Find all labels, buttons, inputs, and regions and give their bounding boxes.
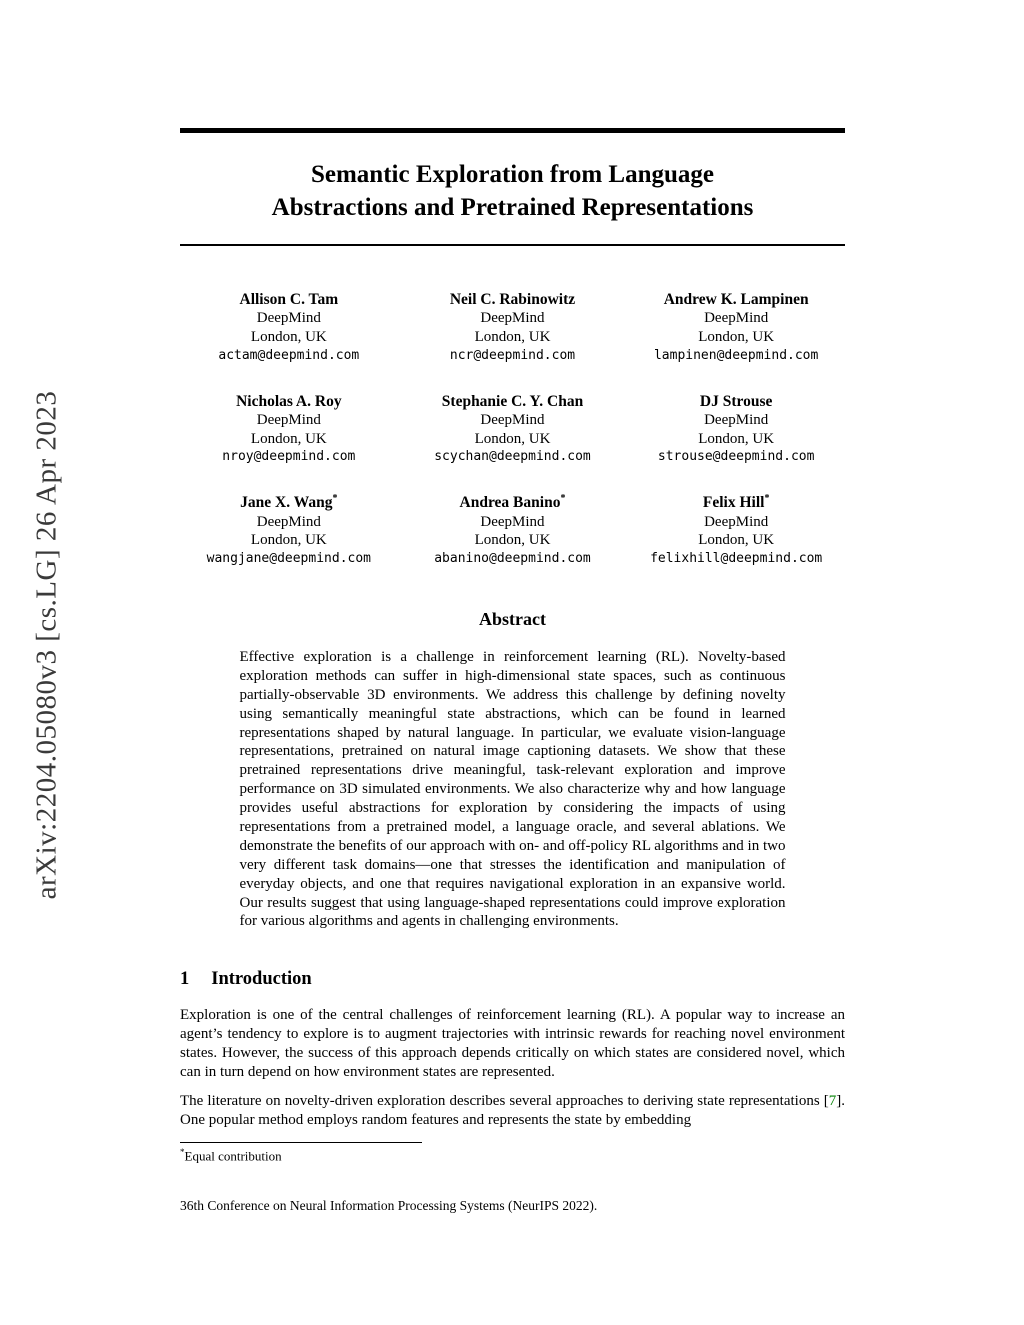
author-marker: * (560, 493, 566, 505)
author-block (180, 493, 398, 567)
author-affiliation: DeepMind (704, 310, 769, 327)
paper-title-line1: Semantic Exploration from Language (310, 161, 714, 188)
author-location: London, UK (698, 430, 775, 447)
author-location: London, UK (474, 532, 551, 549)
section-title: Introduction (211, 969, 312, 990)
author-name-text: Nicholas A. Roy (236, 392, 342, 410)
section-heading-introduction (180, 969, 845, 990)
footnote-rule (180, 1142, 422, 1143)
author-marker: * (332, 493, 338, 505)
author-name (404, 392, 622, 411)
author-block (404, 493, 622, 567)
author-location: London, UK (250, 430, 327, 447)
author-email: wangjane@deepmind.com (206, 550, 372, 566)
author-block (180, 290, 398, 364)
arxiv-watermark: arXiv:2204.05080v3 [cs.LG] 26 Apr 2023 (30, 390, 63, 900)
footnote-marker: * (180, 1146, 185, 1157)
author-block (627, 392, 845, 466)
author-name-text: Felix Hill (702, 494, 765, 512)
author-email: scychan@deepmind.com (434, 449, 591, 465)
intro-paragraph-2-text: ]. One popular method employs random features and represents the state by embedding (180, 1092, 845, 1128)
author-name (180, 290, 398, 309)
author-name-text: DJ Strouse (699, 392, 773, 410)
intro-paragraph-1: Exploration is one of the central challenges of reinforcement learning (RL). A popular way to increase an agent’s tendency to explore is to augment trajectories with intrinsic rewards for reaching novel environment states. However, the success of this approach depends critically on which states are considered novel, which can in turn depend on how environment states are represented. (180, 1007, 845, 1081)
section-number: 1 (180, 969, 190, 990)
author-location: London, UK (474, 328, 551, 345)
author-email: nroy@deepmind.com (222, 449, 356, 465)
author-email: strouse@deepmind.com (657, 449, 815, 465)
footnote-text: Equal contribution (184, 1148, 282, 1164)
author-name (627, 493, 845, 512)
author-name-text: Andrew K. Lampinen (663, 291, 809, 309)
paper-title (180, 159, 845, 224)
intro-paragraph-2 (180, 1092, 845, 1130)
author-location: London, UK (698, 328, 775, 345)
author-affiliation: DeepMind (480, 412, 545, 429)
author-location: London, UK (474, 430, 551, 447)
title-rule-bottom (180, 244, 845, 246)
author-block (404, 392, 622, 466)
author-affiliation: DeepMind (256, 412, 321, 429)
intro-paragraph-2-text: The literature on novelty-driven exploration describes several approaches to deriving state representations [ (180, 1092, 829, 1109)
abstract-text: Effective exploration is a challenge in reinforcement learning (RL). Novelty-based exploration methods can suffer in high-dimensional state spaces, such as continuous partially-observable 3D environments. We address this challenge by defining novelty using semantically meaningful state abstractions, which can be found in learned representations shaped by natural language. In particular, we evaluate vision-language representations, pretrained on natural image captioning datasets. We show that these pretrained representations drive meaningful, task-relevant exploration and improve performance on 3D simulated environments. We also characterize why and how language provides useful abstractions for exploration by considering the impacts of using representations from a pretrained model, a language oracle, and several ablations. We demonstrate the benefits of our approach with on- and off-policy RL algorithms and in two very different task domains—one that stresses the identification and manipulation of everyday objects, and one that requires navigational exploration in an expansive world. Our results suggest that using language-shaped representations could improve exploration for various algorithms and agents in challenging environments. (239, 649, 786, 930)
author-email: abanino@deepmind.com (434, 550, 591, 566)
author-name (180, 392, 398, 411)
author-affiliation: DeepMind (704, 513, 769, 530)
author-name-text: Allison C. Tam (239, 291, 339, 309)
author-email: actam@deepmind.com (218, 347, 360, 363)
author-affiliation: DeepMind (480, 513, 545, 530)
author-affiliation: DeepMind (480, 310, 545, 327)
author-location: London, UK (250, 532, 327, 549)
author-affiliation: DeepMind (256, 513, 321, 530)
author-name-text: Andrea Banino (459, 494, 561, 512)
author-name-text: Jane X. Wang (240, 494, 333, 512)
citation-link-7[interactable]: 7 (828, 1092, 837, 1109)
conference-footer: 36th Conference on Neural Information Processing Systems (NeurIPS 2022). (180, 1198, 598, 1214)
author-block (180, 392, 398, 466)
abstract-heading: Abstract (479, 609, 546, 630)
author-marker: * (764, 493, 770, 505)
author-name-text: Stephanie C. Y. Chan (441, 392, 584, 410)
author-name (627, 392, 845, 411)
author-block (627, 290, 845, 364)
equal-contribution-footnote (180, 1147, 845, 1164)
authors-grid (180, 290, 845, 567)
author-name-text: Neil C. Rabinowitz (449, 291, 576, 309)
author-location: London, UK (698, 532, 775, 549)
author-block (404, 290, 622, 364)
title-rule-top (180, 128, 845, 133)
paper-content (180, 0, 845, 1214)
author-name (627, 290, 845, 309)
author-block (627, 493, 845, 567)
author-affiliation: DeepMind (256, 310, 321, 327)
author-email: lampinen@deepmind.com (653, 347, 819, 363)
author-email: ncr@deepmind.com (449, 347, 576, 363)
author-name (404, 290, 622, 309)
author-name (180, 493, 398, 512)
paper-title-line2: Abstractions and Pretrained Representations (271, 193, 754, 221)
author-affiliation: DeepMind (704, 412, 769, 429)
author-email: felixhill@deepmind.com (650, 550, 823, 566)
author-location: London, UK (250, 328, 327, 345)
author-name (404, 493, 622, 512)
